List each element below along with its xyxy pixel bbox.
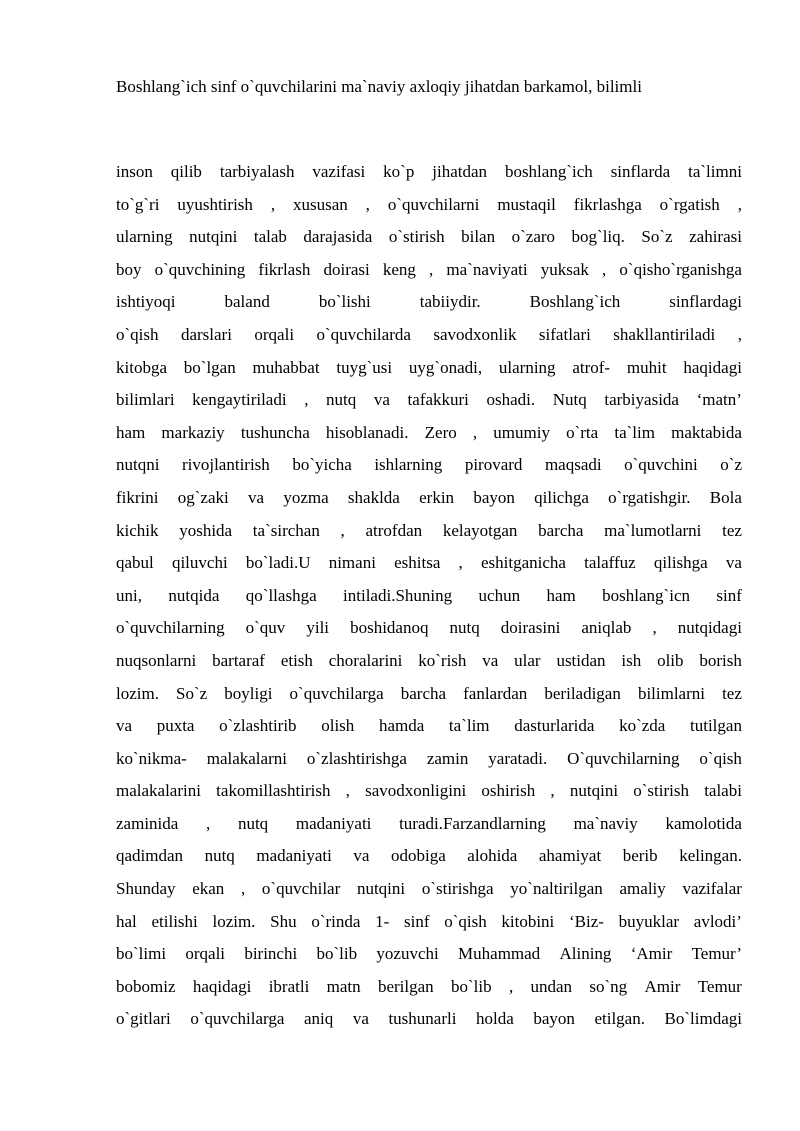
text-line (116, 384, 742, 417)
word: So`z (176, 683, 208, 703)
word: maktabida (671, 422, 742, 442)
word: bo`ladi.U (245, 553, 311, 573)
word: barcha (538, 520, 584, 540)
word: orqali (185, 944, 226, 964)
word: etilishi (151, 911, 198, 931)
word: berilgan (377, 976, 434, 996)
word: ibratli (268, 976, 310, 996)
word: o`quvchilar (261, 879, 341, 899)
word: shaklda (347, 487, 400, 507)
word: kitobga (116, 357, 167, 377)
word: ko`rish (418, 650, 467, 670)
word: ular (514, 650, 541, 670)
word: tabiiydir. (419, 292, 481, 312)
word: ta`lim (448, 716, 490, 736)
word: Bo`limdagi (664, 1009, 742, 1029)
word: , (206, 813, 211, 833)
word: ishlarning (374, 455, 443, 475)
word: tez (722, 683, 742, 703)
word: ta`lim (614, 422, 655, 442)
word: markaziy (161, 422, 225, 442)
word: bo`lib (451, 976, 492, 996)
word: savodxonligini (365, 781, 467, 801)
word: o`stirish (388, 227, 445, 247)
word: haqidagi (683, 357, 742, 377)
word: va (352, 1009, 369, 1029)
word: qiluvchi (171, 553, 228, 573)
word: ularning (116, 227, 173, 247)
word: o`quvchini (624, 455, 698, 475)
word: o`rgatishgir. (608, 487, 691, 507)
word: bobomiz (116, 976, 176, 996)
word: , (550, 781, 555, 801)
word: qilib (170, 162, 202, 181)
word: , (508, 976, 514, 996)
word: tushuncha (240, 422, 310, 442)
word: oshirish (481, 781, 536, 801)
text-line (116, 743, 742, 776)
word: bartaraf (212, 650, 265, 670)
word: Muhammad (458, 944, 541, 964)
word: o`gitlari (116, 1009, 171, 1029)
word: maqsadi (544, 455, 602, 475)
word: tarbiyasida (604, 390, 679, 410)
word: vazifasi (312, 162, 366, 181)
word: kitobini (501, 911, 555, 931)
word: tez (722, 520, 742, 540)
word: va (248, 487, 265, 507)
word: ularning (498, 357, 556, 377)
word: ‘Biz- (569, 911, 604, 931)
word: So`z (641, 227, 673, 247)
word: hamda (378, 716, 425, 736)
word: kelayotgan (442, 520, 518, 540)
word: olish (321, 716, 355, 736)
word: bo`yicha (292, 455, 352, 475)
word: ahamiyat (538, 846, 602, 866)
word: sinf (403, 911, 430, 931)
text-line (116, 319, 742, 352)
word: nuqsonlarni (116, 650, 197, 670)
text-line (116, 645, 742, 678)
word: darajasida (303, 227, 373, 247)
word: , (365, 194, 370, 214)
text-line (116, 775, 742, 808)
word: , (737, 194, 742, 214)
word: ‘Amir (630, 944, 673, 964)
word: tafakkuri (407, 390, 469, 410)
word: yoshida (179, 520, 233, 540)
text-line (116, 612, 742, 645)
word: , (270, 194, 276, 214)
word: beriladigan (544, 683, 621, 703)
word: ekan (192, 879, 225, 899)
word: qadimdan (116, 846, 184, 866)
word: nutqini (569, 781, 619, 801)
word: ham (116, 422, 146, 442)
word: o`qish (444, 911, 487, 931)
word: buyuklar (618, 911, 680, 931)
word: malakalarini (116, 781, 201, 801)
word: uyushtirish (177, 194, 253, 214)
word: muhabbat (252, 357, 320, 377)
text-line (116, 547, 742, 580)
word: qabul (116, 553, 154, 573)
word: olib (657, 650, 684, 670)
word: nutq (237, 813, 269, 833)
word: , (458, 553, 463, 573)
word: matn (326, 976, 361, 996)
word: sinf (716, 585, 742, 605)
word: bog`liq. (571, 227, 625, 247)
word: Alining (559, 944, 612, 964)
word: qilichga (534, 487, 589, 507)
word: qilishga (653, 553, 708, 573)
text-line (116, 254, 742, 287)
word: o`qish (699, 748, 742, 768)
word: borish (699, 650, 742, 670)
text-line (116, 580, 742, 613)
word: sifatlari (538, 324, 591, 344)
word: , (340, 520, 345, 540)
word: boyligi (224, 683, 273, 703)
word: hisoblanadi. (325, 422, 409, 442)
word: , (602, 259, 607, 279)
word: yili (306, 618, 330, 638)
word: kengaytiriladi (192, 390, 287, 410)
word: nutqni (116, 455, 160, 475)
word: turadi.Farzandlarning (399, 813, 546, 833)
word: aniqlab (581, 618, 632, 638)
word: avlodi’ (693, 911, 742, 931)
word: Temur (697, 976, 742, 996)
word: eshitsa (394, 553, 441, 573)
word: shakllantiriladi (613, 324, 716, 344)
word: o`quvchilarning (116, 618, 225, 638)
word: ko`zda (619, 716, 666, 736)
word: nutqini (356, 879, 406, 899)
word: lozim. (116, 683, 159, 703)
word: bo`lib (316, 944, 358, 964)
word: sinflarda (610, 162, 671, 181)
word: kelingan. (679, 846, 742, 866)
word: barcha (400, 683, 447, 703)
word: sinflardagi (669, 292, 742, 312)
word: ma`naviyati (446, 259, 528, 279)
word: Nutq (552, 390, 587, 410)
word: yuksak (540, 259, 589, 279)
word: so`ng (589, 976, 628, 996)
word: o`quvchilarga (289, 683, 384, 703)
word: , (652, 618, 657, 638)
word: boshidanoq (350, 618, 429, 638)
word: Boshlang`ich (529, 292, 621, 312)
word: orqali (254, 324, 295, 344)
word: boshlang`ich (504, 162, 593, 181)
word: nutq (326, 390, 357, 410)
word: rivojlantirish (181, 455, 270, 475)
word: bilimlarni (637, 683, 705, 703)
word: , (240, 879, 246, 899)
word: doirasini (500, 618, 561, 638)
word: o`zlashtirib (219, 716, 297, 736)
word: bayon (473, 487, 515, 507)
word: o`quvchilarda (316, 324, 411, 344)
word: , (472, 422, 478, 442)
text-line (116, 906, 742, 939)
text-line (116, 189, 742, 222)
word: tarbiyalash (219, 162, 295, 181)
word: bo`limi (116, 944, 167, 964)
word: madaniyati (295, 813, 372, 833)
word: 1- (375, 911, 390, 931)
word: amaliy (619, 879, 666, 899)
word: berib (622, 846, 658, 866)
word: oshadi. (486, 390, 536, 410)
word: o`rgatish (659, 194, 720, 214)
word: va (353, 846, 370, 866)
word: ko`p (383, 162, 415, 181)
word: ustidan (556, 650, 606, 670)
text-line (116, 808, 742, 841)
word: o`zlashtirishga (306, 748, 407, 768)
word: zaminida (116, 813, 179, 833)
word: aniq (304, 1009, 334, 1029)
word: o`stirish (633, 781, 689, 801)
word: erkin (419, 487, 455, 507)
word: talabi (704, 781, 742, 801)
first-line: Boshlang`ich sinf o`quvchilarini ma`naviy axloqiy jihatdan barkamol, bilimli (116, 77, 642, 96)
word: alohida (467, 846, 518, 866)
text-line (116, 482, 742, 515)
word: nutq (204, 846, 235, 866)
word: va (482, 650, 499, 670)
word: xususan (292, 194, 348, 214)
word: jihatdan (432, 162, 488, 181)
word: kamolotida (665, 813, 742, 833)
word: o`rta (566, 422, 599, 442)
word: atrof- (572, 357, 611, 377)
text-line (116, 678, 742, 711)
word: savodxonlik (433, 324, 517, 344)
word: ishtiyoqi (116, 292, 176, 312)
word: o`quv (245, 618, 286, 638)
word: bilimlari (116, 390, 175, 410)
word: ham (546, 585, 576, 605)
word: keng (382, 259, 416, 279)
word: o`quvchining (154, 259, 246, 279)
word: etish (280, 650, 313, 670)
text-line (116, 840, 742, 873)
text-line (116, 156, 742, 189)
word: O`quvchilarning (567, 748, 680, 768)
word: yaratadi. (488, 748, 548, 768)
text-line (116, 710, 742, 743)
word: Temur’ (691, 944, 742, 964)
word: bo`lgan (183, 357, 236, 377)
word: o`quvchilarni (387, 194, 480, 214)
word: eshitganicha (480, 553, 566, 573)
word: hal (116, 911, 137, 931)
word: nimani (328, 553, 376, 573)
word: talab (253, 227, 287, 247)
word: holda (476, 1009, 514, 1029)
word: , (737, 324, 742, 344)
word: dasturlarida (514, 716, 595, 736)
word: , (429, 259, 434, 279)
word: bayon (533, 1009, 575, 1029)
word: boshlang`icn (602, 585, 690, 605)
word: uni, (116, 585, 142, 605)
word: zahirasi (689, 227, 742, 247)
word: yozuvchi (376, 944, 439, 964)
text-line (116, 221, 742, 254)
word: birinchi (244, 944, 298, 964)
word: Zero (424, 422, 457, 442)
word: va (373, 390, 390, 410)
word: Amir (644, 976, 681, 996)
word: o`qish (116, 324, 159, 344)
word: ‘matn’ (696, 390, 742, 410)
text-line (116, 873, 742, 906)
word: etilgan. (594, 1009, 645, 1029)
word: Shunday (116, 879, 176, 899)
word: atrofdan (365, 520, 423, 540)
word: o`qisho`rganishga (619, 259, 742, 279)
word: bo`lishi (318, 292, 371, 312)
word: vazifalar (682, 879, 742, 899)
word: yo`naltirilgan (510, 879, 603, 899)
word: to`g`ri (116, 194, 160, 214)
word: qo`llashga (245, 585, 317, 605)
word: bilan (461, 227, 496, 247)
word: baland (224, 292, 270, 312)
word: fikrini (116, 487, 159, 507)
word: puxta (156, 716, 195, 736)
word: o`zaro (511, 227, 556, 247)
word: choralarini (328, 650, 403, 670)
word: zamin (426, 748, 469, 768)
word: tuyg`usi (336, 357, 393, 377)
word: va (725, 553, 742, 573)
word: haqidagi (192, 976, 252, 996)
word: , (304, 390, 309, 410)
word: takomillashtirish (216, 781, 331, 801)
word: undan (530, 976, 573, 996)
word: ta`sirchan (252, 520, 320, 540)
word: kichik (116, 520, 159, 540)
word: va (116, 716, 133, 736)
word: ta`limni (688, 162, 742, 181)
word: ko`nikma- (116, 748, 187, 768)
word: pirovard (464, 455, 523, 475)
word: uchun (478, 585, 521, 605)
text-line (116, 417, 742, 450)
word: fanlardan (463, 683, 528, 703)
word: muhit (626, 357, 667, 377)
word: madaniyati (256, 846, 332, 866)
word: malakalarni (206, 748, 287, 768)
word: mustaqil (497, 194, 556, 214)
word: Shu (270, 911, 297, 931)
word: intiladi.Shuning (343, 585, 453, 605)
text-line (116, 449, 742, 482)
word: fikrlash (258, 259, 311, 279)
word: og`zaki (177, 487, 229, 507)
word: lozim. (212, 911, 256, 931)
word: yozma (283, 487, 329, 507)
word: umumiy (493, 422, 550, 442)
word: o`rinda (311, 911, 361, 931)
word: doirasi (323, 259, 370, 279)
word: o`stirishga (421, 879, 494, 899)
word: ma`naviy (573, 813, 638, 833)
word: tushunarli (388, 1009, 457, 1029)
word: uyg`onadi, (408, 357, 483, 377)
word: talaffuz (584, 553, 636, 573)
word: tutilgan (690, 716, 742, 736)
word: darslari (180, 324, 232, 344)
text-line (116, 938, 742, 971)
text-line (116, 286, 742, 319)
word: odobiga (390, 846, 446, 866)
word: nutqidagi (677, 618, 742, 638)
text-line (116, 971, 742, 1004)
word: Bola (709, 487, 742, 507)
word: ish (621, 650, 642, 670)
word: ma`lumotlarni (604, 520, 702, 540)
word: nutqida (168, 585, 220, 605)
body-paragraph (116, 156, 742, 1036)
text-line (116, 515, 742, 548)
word: nutq (449, 618, 480, 638)
word: o`quvchilarga (190, 1009, 285, 1029)
word: boy (116, 259, 142, 279)
text-line (116, 1003, 742, 1036)
word: fikrlashga (573, 194, 642, 214)
word: nutqini (189, 227, 238, 247)
text-line (116, 352, 742, 385)
word: , (345, 781, 350, 801)
word: inson (116, 162, 153, 181)
word: o`z (720, 455, 742, 475)
